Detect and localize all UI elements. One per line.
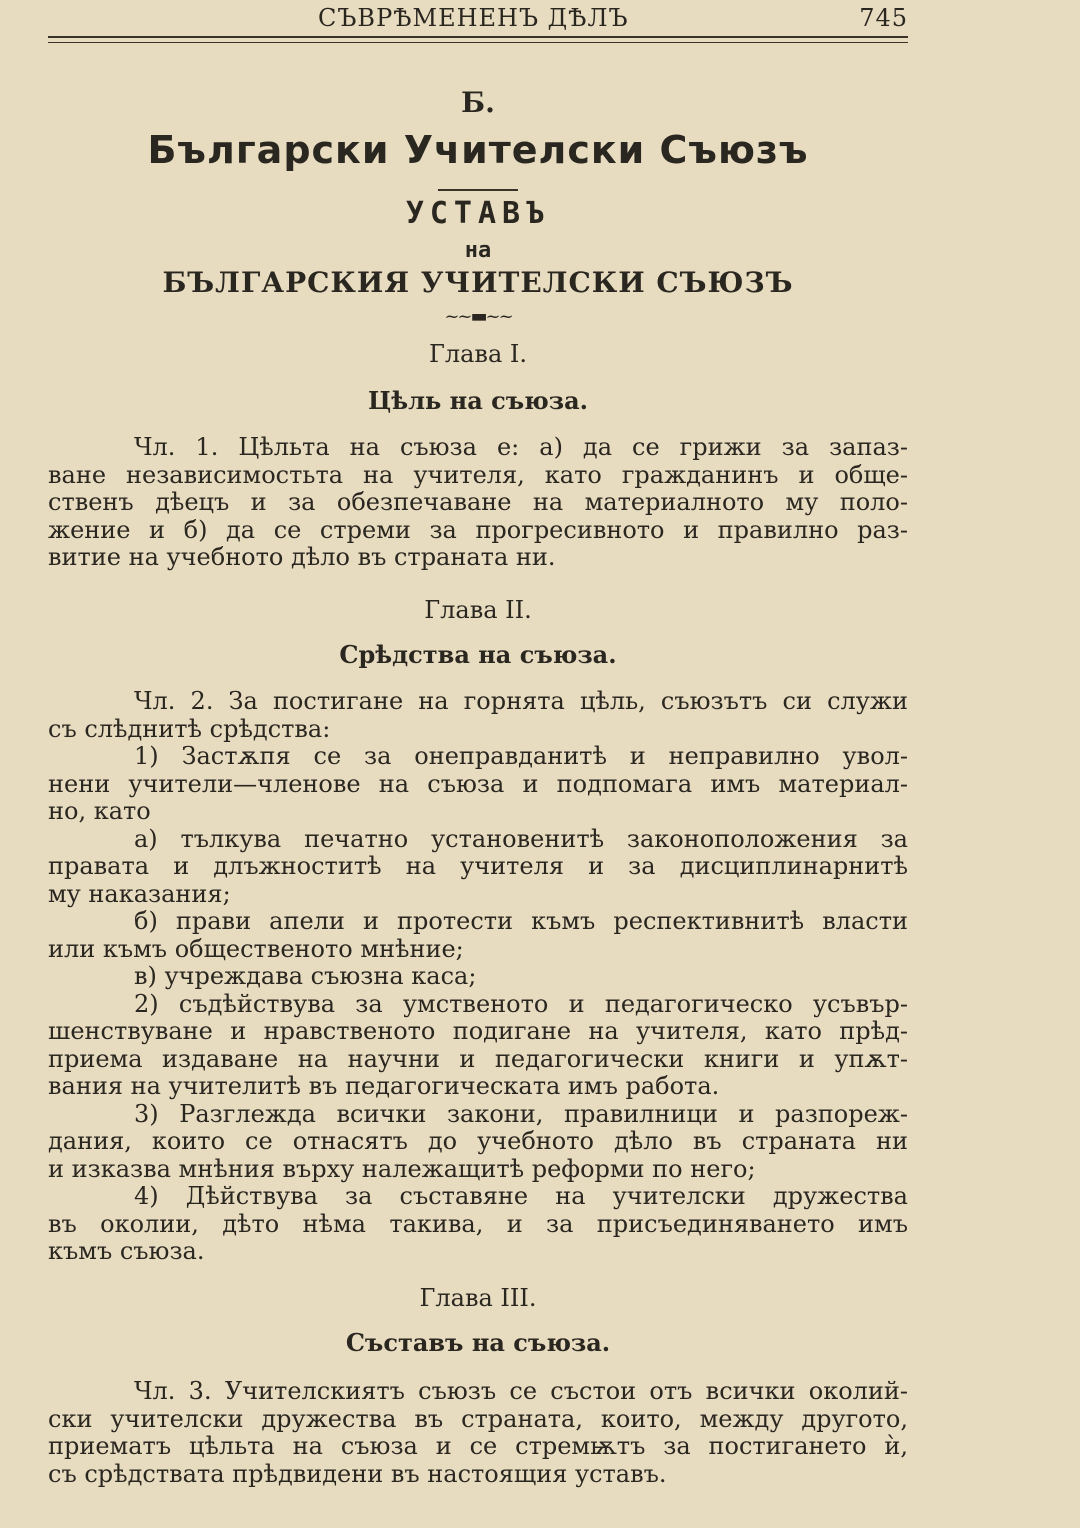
statute-title: УСТАВЪ [405, 196, 551, 231]
text-line: или къмъ общественото мнѣние; [48, 934, 464, 963]
text-line: витие на учебното дѣло въ страната ни. [48, 543, 556, 571]
text-line: Чл. 2. За постигане на горнята цѣль, съюзътъ си служи [134, 687, 908, 715]
text-line: ване независимостьта на учителя, като гражданинъ и обще- [48, 460, 908, 489]
text-line: 2) съдѣйствува за умственото и педагогическо усъвър- [134, 989, 908, 1018]
org-title: Български Учителски Съюзъ [147, 128, 809, 172]
ornament-rule [48, 176, 908, 186]
text-line: но, като [48, 797, 151, 825]
chapter-1-title: Цѣль на съюза. [368, 386, 588, 415]
text-line: съ слѣднитѣ срѣдства: [48, 714, 331, 743]
text-line: съ срѣдствата прѣдвидени въ настоящия уставъ. [48, 1459, 667, 1488]
ornament-wave: ~~▬~~ [444, 306, 512, 327]
text-line: правата и длъжноститѣ на учителя и за дисциплинарнитѣ [48, 852, 908, 880]
article-3 [48, 1378, 908, 1488]
running-head [48, 4, 908, 30]
text-line: приематъ цѣльта на съюза и се стремѭтъ за постигането ѝ, [48, 1432, 908, 1460]
statute-na: на [464, 238, 492, 263]
text-line: 4) Дѣйствува за съставяне на учителски дружества [134, 1182, 908, 1210]
text-line: и изказва мнѣния върху належащитѣ реформи по него; [48, 1154, 756, 1183]
chapter-2-title: Срѣдства на съюза. [339, 640, 617, 669]
text-line: приема издаване на научни и педагогически книги и упѫт- [48, 1044, 908, 1073]
article-2 [48, 688, 908, 1266]
page-number: 745 [859, 4, 908, 32]
text-line: шенствуване и нравственото подигане на учителя, като прѣд- [48, 1017, 908, 1045]
text-line: жение и б) да се стреми за прогресивното и правилно раз- [48, 515, 908, 544]
statute-org-title: БЪЛГАРСКИЯ УЧИТЕЛСКИ СЪЮЗЪ [162, 266, 794, 299]
text-line: 1) Застѫпя се за онеправданитѣ и неправилно увол- [134, 742, 908, 770]
text-line: Чл. 3. Учителскиятъ съюзъ се състои отъ всички околий- [134, 1377, 908, 1405]
article-1 [48, 434, 908, 572]
chapter-3-label: Глава III. [419, 1284, 537, 1312]
header-rule-thin [48, 42, 908, 43]
chapter-2-label: Глава II. [424, 596, 532, 624]
section-letter: Б. [461, 86, 495, 119]
text-line: дания, които се отнасятъ до учебното дѣло въ страната ни [48, 1127, 908, 1155]
text-line: вания на учителитѣ въ педагогическата имъ работа. [48, 1072, 720, 1100]
chapter-1-label: Глава I. [428, 340, 527, 368]
text-line: му наказания; [48, 879, 231, 908]
text-line: а) тълкува печатно установенитѣ законоположения за [134, 824, 908, 853]
header-rule [48, 36, 908, 38]
text-line: ски учителски дружества въ страната, които, между другото, [48, 1404, 908, 1433]
text-line: Чл. 1. Цѣльта на съюза е: а) да се грижи за запаз- [134, 433, 908, 461]
text-line: къмъ съюза. [48, 1237, 205, 1265]
text-line: въ околии, дѣто нѣма такива, и за присъединяването имъ [48, 1209, 908, 1238]
text-line: ственъ дѣецъ и за обезпечаване на материалното му поло- [48, 488, 908, 516]
text-line: б) прави апели и протести къмъ респективнитѣ власти [134, 907, 908, 935]
text-line: нени учители—членове на съюза и подпомага имъ материал- [48, 769, 908, 798]
text-line: 3) Разглежда всички закони, правилници и разпореж- [134, 1099, 908, 1128]
book-page [48, 0, 908, 1528]
running-title: СЪВРѢМЕНЕНЪ ДѢЛЪ [318, 4, 629, 32]
chapter-3-title: Съставъ на съюза. [345, 1328, 611, 1357]
text-line: в) учреждава съюзна каса; [134, 962, 477, 990]
